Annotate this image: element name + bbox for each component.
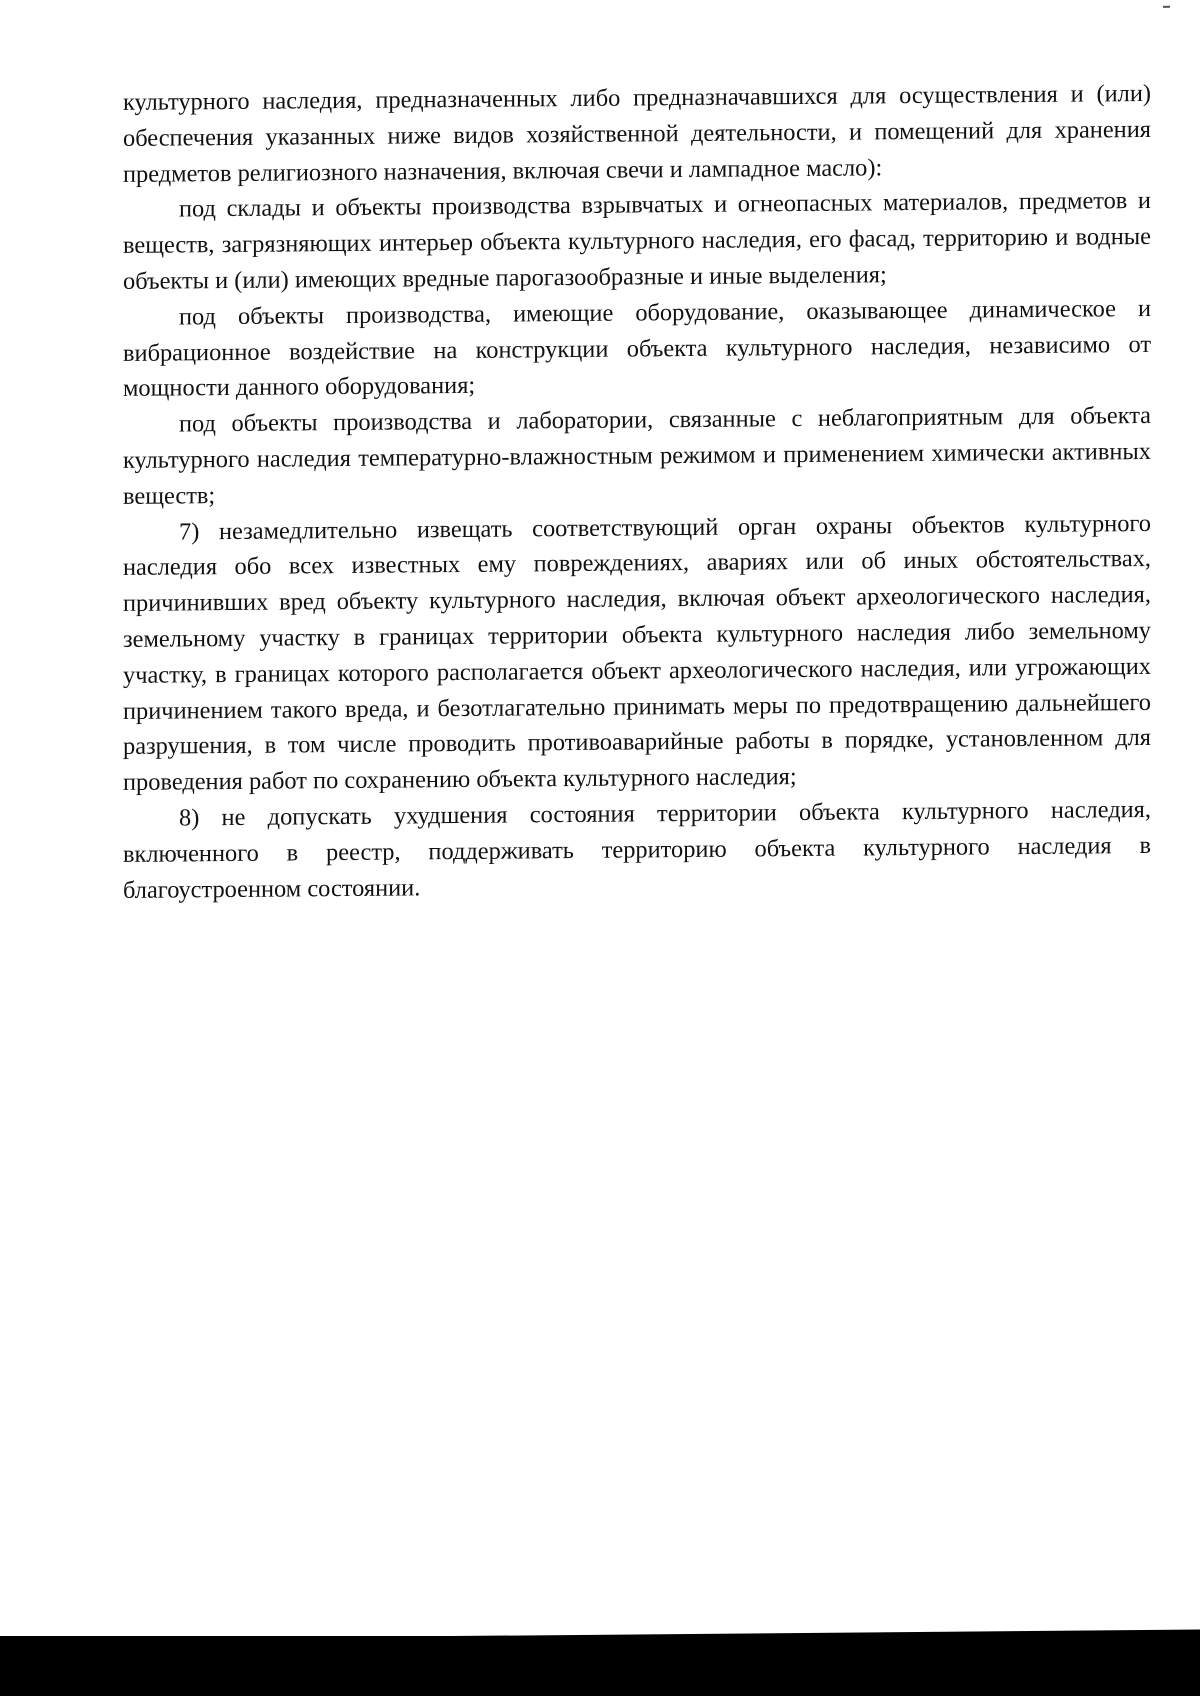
paragraph-explosive-materials: под склады и объекты производства взрывчатых и огнеопасных материалов, предметов и веществ, загрязняющих интерьер объекта культурного наследия, его фасад, территорию и водные объекты и (или) имеющих вредные парогазообразные и иные выделения; xyxy=(123,187,1151,295)
document-body xyxy=(123,76,1151,908)
paragraph-vibration-equipment: под объекты производства, имеющие оборудование, оказывающее динамическое и вибрационное воздействие на конструкции объекта культурного наследия, независимо от мощности данного оборудования; xyxy=(123,294,1151,403)
scan-edge-mark xyxy=(1163,6,1170,8)
scan-bottom-border xyxy=(0,1636,1200,1696)
paragraph-continuation: культурного наследия, предназначенных либо предназначавшихся для осуществления и (или) обеспечения указанных ниже видов хозяйственной деятельности, и помещений для хранения предметов религиозного назначения, включая свечи и лампадное масло): xyxy=(123,79,1151,188)
paragraph-item-8: 8) не допускать ухудшения состояния территории объекта культурного наследия, включенного в реестр, поддерживать территорию объекта культурного наследия в благоустроенном состоянии. xyxy=(123,795,1151,904)
paragraph-item-7: 7) незамедлительно извещать соответствующий орган охраны объектов культурного наследия обо всех известных ему повреждениях, авариях или об иных обстоятельствах, причинивших вред объекту культурного наследия, включая объект археологического наследия, земельному участку в границах территории объекта культурного наследия либо земельному участку, в границах которого располагается объект археологического наследия, или угрожающих причинением такого вреда, и безотлагательно принимать меры по предотвращению дальнейшего разрушения, в том числе проводить противоаварийные работы в порядке, установленном для проведения работ по сохранению объекта культурного наследия; xyxy=(123,509,1151,797)
paragraph-laboratories: под объекты производства и лаборатории, связанные с неблагоприятным для объекта культурного наследия температурно-влажностным режимом и применением химически активных веществ; xyxy=(123,402,1151,510)
